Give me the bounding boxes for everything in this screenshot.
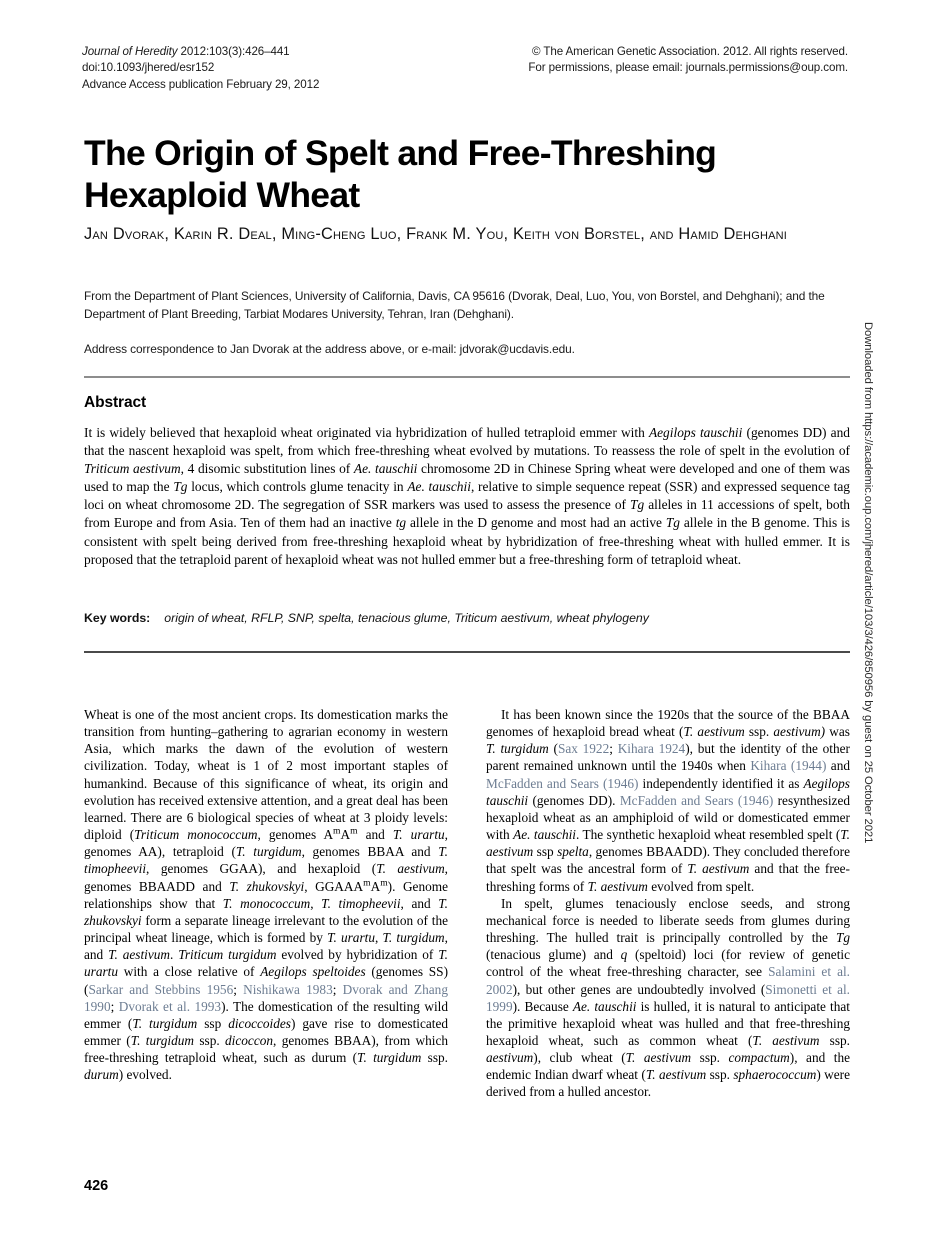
paragraph-right-1: It has been known since the 1920s that the source of the BBAA genomes of hexaploid bread wheat (T. aestivum ssp. aestivum) was T. turgidum (Sax 1922; Kihara 1924), but the identity of the other parent remained unknown until the 1940s when Kihara (1944) and McFadden and Sears (1946) independently identified it as Aegilops tauschii (genomes DD). McFadden and Sears (1946) resynthesized hexaploid wheat as an amphiploid of wild or domesticated emmer with Ae. tauschii. The synthetic hexaploid wheat resembled spelt (T. aestivum ssp spelta, genomes BBAADD). They concluded therefore that spelt was the ancestral form of T. aestivum and that the free-threshing forms of T. aestivum evolved from spelt.: [486, 707, 850, 894]
affiliation-block: From the Department of Plant Sciences, University of California, Davis, CA 95616 (Dvorak, Deal, Luo, You, von Borstel, and Dehghani); and the Department of Plant Breeding, Tarbiat Modares University, Tehran, Iran (Dehghani).: [84, 289, 825, 322]
citation-link[interactable]: Dvorak and Zhang 1990: [84, 981, 448, 1014]
citation-link[interactable]: Nishikawa 1983: [243, 981, 333, 997]
page-title: The Origin of Spelt and Free-Threshing Hexaploid Wheat: [84, 132, 717, 215]
keywords-row: [84, 610, 850, 627]
keywords-list: origin of wheat, RFLP, SNP, spelta, tenacious glume, Triticum aestivum, wheat phylogeny: [164, 611, 649, 625]
masthead-right: [528, 44, 848, 77]
keywords-label: Key words:: [84, 611, 151, 625]
citation-link[interactable]: Salamini et al. 2002: [486, 964, 850, 997]
journal-name: Journal of Heredity: [82, 45, 178, 58]
copyright-line: © The American Genetic Association. 2012. All rights reserved.: [532, 45, 848, 58]
divider-above-abstract: [84, 376, 850, 378]
paragraph-left-1: Wheat is one of the most ancient crops. Its domestication marks the transition from hunting–gathering to agrarian economy in western Asia, which marks the dawn of the evolution of western civilization. Today, wheat is 1 of 2 most important staples of humankind. Because of this significance of wheat, its origin and evolution has received extensive attention, and a great deal has been learned. There are 6 biological species of wheat at 3 ploidy levels: diploid (Triticum monococcum, genomes $A^mA^m$ and T. urartu, genomes AA), tetraploid (T. turgidum, genomes BBAA and T. timopheevii, genomes GGAA), and hexaploid (T. aestivum, genomes BBAADD and T. zhukovskyi, $GGAAA^mA^m$). Genome relationships show that T. monococcum, T. timopheevii, and T. zhukovskyi form a separate lineage irrelevant to the evolution of the principal wheat lineage, which is formed by T. urartu, T. turgidum, and T. aestivum. Triticum turgidum evolved by hybridization of T. urartu with a close relative of Aegilops speltoides (genomes SS) (Sarkar and Stebbins 1956; Nishikawa 1983; Dvorak and Zhang 1990; Dvorak et al. 1993). The domestication of the resulting wild emmer (T. turgidum ssp dicoccoides) gave rise to domesticated emmer (T. turgidum ssp. dicoccon, genomes BBAA), from which free-threshing tetraploid wheat, such as durum (T. turgidum ssp. durum) evolved.: [84, 707, 449, 1083]
masthead-left: [82, 44, 319, 93]
citation-link[interactable]: Dvorak et al. 1993: [118, 998, 222, 1014]
body-columns: [84, 706, 850, 1126]
body-column-left: [84, 706, 448, 1126]
page-number: 426: [84, 1178, 109, 1194]
citation-link[interactable]: Kihara (1944): [750, 758, 827, 774]
citation-link[interactable]: Kihara 1924: [617, 741, 686, 757]
citation-link[interactable]: Simonetti et al. 1999: [486, 981, 850, 1014]
abstract-body: It is widely believed that hexaploid wheat originated via hybridization of hulled tetraploid emmer with Aegilops tauschii (genomes DD) and that the nascent hexaploid was spelt, from which free-threshing wheat evolved by mutations. To reassess the role of spelt in the evolution of Triticum aestivum, 4 disomic substitution lines of Ae. tauschii chromosome 2D in Chinese Spring wheat were developed and one of them was used to map the Tg locus, which controls glume tenacity in Ae. tauschii, relative to simple sequence repeat (SSR) and expressed sequence tag loci on wheat chromosome 2D. The segregation of SSR markers was used to assess the presence of Tg alleles in 11 accessions of spelt, both from Europe and from Asia. Ten of them had an inactive tg allele in the D genome and most had an active Tg allele in the B genome. This is consistent with spelt being derived from free-threshing hexaploid wheat by hybridization of free-threshing wheat with hulled emmer. It is proposed that the tetraploid parent of hexaploid wheat was not hulled emmer but a free-threshing form of tetraploid wheat.: [84, 425, 850, 567]
journal-citation-line: [82, 44, 319, 60]
author-list: Jan Dvorak, Karin R. Deal, Ming-Cheng Luo, Frank M. You, Keith von Borstel, and Hamid Dehghani: [84, 225, 788, 243]
doi-line[interactable]: doi:10.1093/jhered/esr152: [82, 61, 215, 75]
citation-link[interactable]: Sax 1922: [557, 741, 610, 757]
citation-link[interactable]: McFadden and Sears (1946): [619, 792, 774, 808]
journal-volume-pages: 2012:103(3):426–441: [180, 45, 290, 58]
body-column-right: [486, 706, 850, 1126]
correspondence-block: Address correspondence to Jan Dvorak at the address above, or e-mail: jdvorak@ucdavis.edu.: [84, 342, 575, 356]
abstract-heading: Abstract: [84, 394, 147, 411]
permissions-line[interactable]: For permissions, please email: journals.permissions@oup.com.: [528, 61, 848, 75]
advance-access-line: Advance Access publication February 29, 2012: [82, 77, 320, 91]
masthead: [82, 44, 848, 93]
paragraph-right-2: In spelt, glumes tenaciously enclose seeds, and strong mechanical force is needed to liberate seeds from glumes during threshing. The hulled trait is principally controlled by the Tg (tenacious glume) and q (speltoid) loci (for review of genetic control of the wheat free-threshing character, see Salamini et al. 2002), but other genes are undoubtedly involved (Simonetti et al. 1999). Because Ae. tauschii is hulled, it is natural to anticipate that the primitive hexaploid wheat was hulled and that free-threshing hexaploid wheat, such as common wheat (T. aestivum ssp. aestivum), club wheat (T. aestivum ssp. compactum), and the endemic Indian dwarf wheat (T. aestivum ssp. sphaerococcum) were derived from a hulled ancestor.: [486, 895, 850, 1100]
divider-below-keywords: [84, 651, 850, 653]
download-stamp: Downloaded from https://academic.oup.com/jhered/article/103/3/426/850956 by guest on 25 October 2021: [862, 322, 874, 844]
citation-link[interactable]: Sarkar and Stebbins 1956: [88, 981, 234, 997]
citation-link[interactable]: McFadden and Sears (1946): [486, 775, 639, 791]
